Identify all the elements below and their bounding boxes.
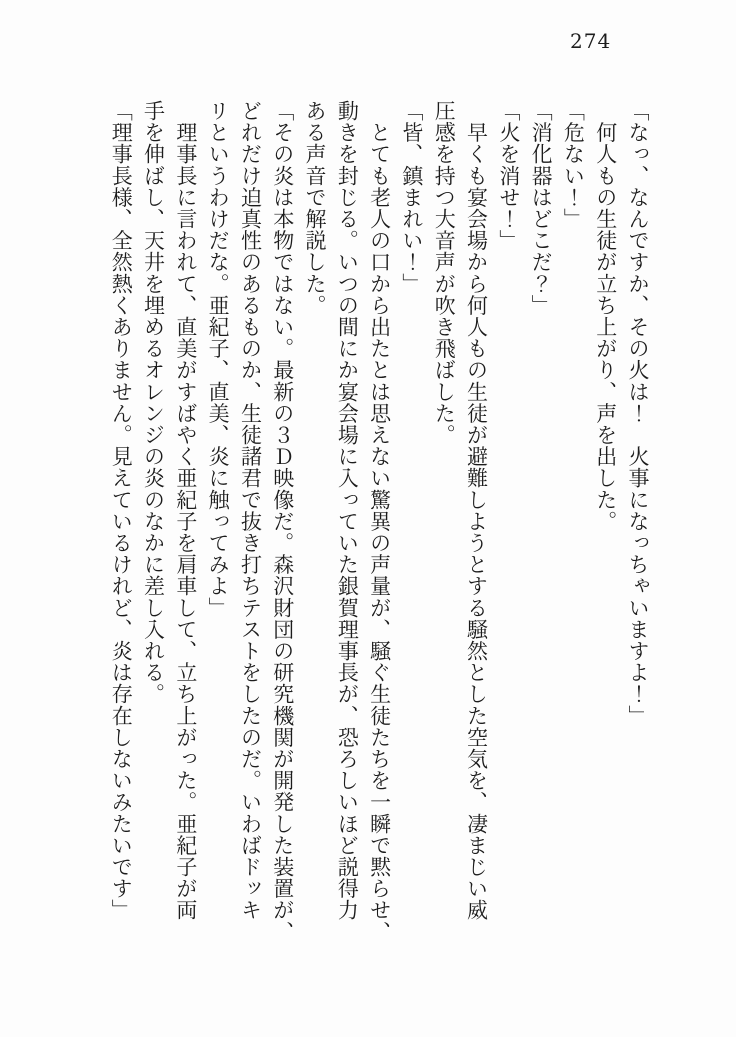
text-column: ある声音で解説した。 (303, 100, 328, 316)
text-column: 「危ない！」 (561, 100, 586, 230)
text-column: 圧感を持つ大音声が吹き飛ばした。 (432, 100, 457, 446)
text-column: 手を伸ばし、天井を埋めるオレンジの炎のなかに差し入れる。 (141, 100, 166, 705)
text-column: 「消化器はどこだ？」 (529, 100, 554, 316)
text-column: 「理事長様、全然熱くありません。見えているけれど、炎は存在しないみたいです」 (109, 100, 134, 921)
text-column: どれだけ迫真性のあるものか、生徒諸君で抜き打ちテストをしたのだ。いわばドッキ (238, 100, 263, 921)
text-column: とても老人の口から出たとは思えない驚異の声量が、騒ぐ生徒たちを一瞬で黙らせ、 (367, 100, 392, 943)
text-column: 動きを封じる。いつの間にか宴会場に入っていた銀賀理事長が、恐ろしいほど説得力 (335, 100, 360, 921)
page-number: 274 (570, 29, 612, 53)
text-column: 早くも宴会場から何人もの生徒が避難しようとする騒然とした空気を、凄まじい威 (464, 100, 489, 921)
vertical-text-block (105, 100, 654, 952)
text-column: 「火を消せ！」 (496, 100, 521, 252)
text-column: 「皆、鎮まれい！」 (399, 100, 424, 295)
text-column: 「その炎は本物ではない。最新の３Ｄ映像だ。森沢財団の研究機関が開発した装置が、 (270, 100, 295, 943)
text-column: 「なっ、なんですか、その火は！ 火事になっちゃいますよ！」 (626, 100, 650, 727)
text-column: 理事長に言われて、直美がすばやく亜紀子を肩車して、立ち上がった。亜紀子が両 (173, 100, 198, 921)
text-column: リというわけだな。亜紀子、直美、炎に触ってみよ」 (206, 100, 231, 619)
text-column: 何人もの生徒が立ち上がり、声を出した。 (593, 100, 618, 532)
